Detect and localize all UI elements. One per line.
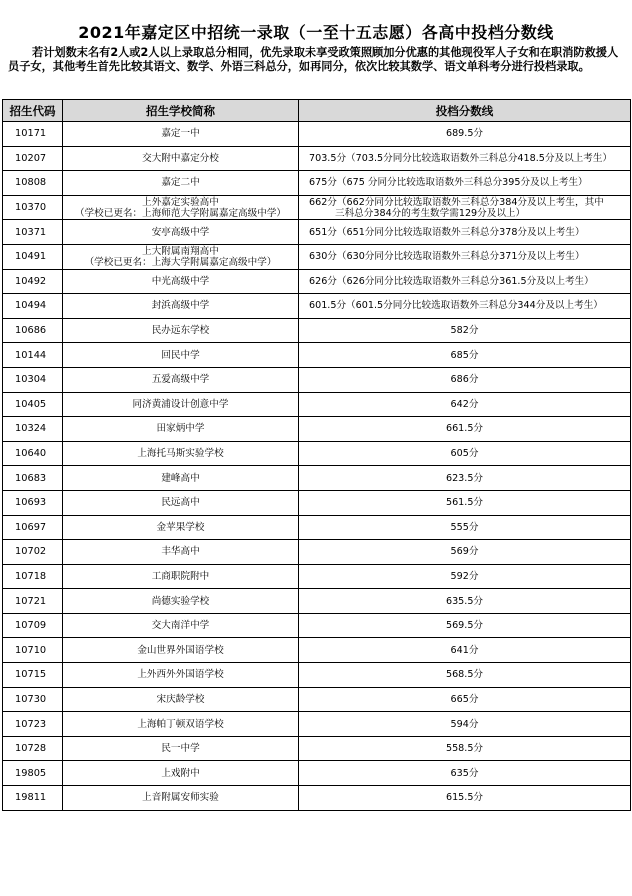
- cutoff-score: 561.5分: [445, 497, 484, 509]
- school-name: 封浜高级中学: [151, 300, 210, 312]
- table-row: [3, 589, 631, 614]
- school-name-cell: [63, 294, 299, 319]
- table-row: [3, 540, 631, 565]
- cutoff-score: 569分: [450, 546, 479, 558]
- school-name-cell: [63, 564, 299, 589]
- school-name: 上戏附中: [161, 767, 200, 779]
- school-name-cell: [63, 392, 299, 417]
- school-code: 10492: [3, 269, 63, 294]
- cutoff-score-cell: [299, 122, 631, 147]
- school-name-cell: [63, 540, 299, 565]
- school-code: 10715: [3, 663, 63, 688]
- cutoff-score-cell: [299, 687, 631, 712]
- school-name: 嘉定一中: [161, 128, 200, 140]
- cutoff-score: 675分（675 分同分比较选取语数外三科总分395分及以上考生）: [309, 177, 588, 189]
- school-name: 上外嘉定实验高中: [142, 196, 219, 208]
- cutoff-score-cell: [299, 663, 631, 688]
- table-row: [3, 638, 631, 663]
- cutoff-score-cell: [299, 515, 631, 540]
- cutoff-score-cell: [299, 589, 631, 614]
- school-name-cell: [63, 515, 299, 540]
- table-row: [3, 466, 631, 491]
- table-row: [3, 761, 631, 786]
- cutoff-score-cell: [299, 195, 631, 220]
- table-row: [3, 564, 631, 589]
- admission-note: 若计划数末名有2人或2人以上录取总分相同，优先录取未享受政策照顾加分优惠的其他现役军人子女和在职消防救援人员子女，其他考生首先比较其语文、数学、外语三科总分，如再同分，依次比较其数学、语文单科考分进行投档录取。: [8, 46, 619, 73]
- school-name: 田家炳中学: [156, 423, 205, 435]
- school-code: 10304: [3, 367, 63, 392]
- school-name-cell: [63, 441, 299, 466]
- school-rename-note: （学校已更名：上海大学附属嘉定高级中学）: [84, 256, 277, 268]
- cutoff-score: 630分（630分同分比较选取语数外三科总分371分及以上考生）: [309, 251, 585, 263]
- school-code: 10697: [3, 515, 63, 540]
- cutoff-score: 703.5分（703.5分同分比较选取语数外三科总分418.5分及以上考生）: [309, 152, 613, 164]
- school-code: 19805: [3, 761, 63, 786]
- school-code: 10683: [3, 466, 63, 491]
- table-row: [3, 122, 631, 147]
- school-code: 10207: [3, 146, 63, 171]
- table-header-row: [3, 100, 631, 122]
- school-name-cell: [63, 687, 299, 712]
- table-row: [3, 318, 631, 343]
- cutoff-score: 686分: [450, 374, 479, 386]
- school-name: 丰华高中: [161, 546, 200, 558]
- school-name-cell: [63, 318, 299, 343]
- school-name: 同济黄浦设计创意中学: [132, 398, 229, 410]
- school-code: 10721: [3, 589, 63, 614]
- school-code: 10709: [3, 613, 63, 638]
- cutoff-score-cell: [299, 294, 631, 319]
- school-name-cell: [63, 736, 299, 761]
- table-row: [3, 712, 631, 737]
- cutoff-score: 594分: [450, 718, 479, 730]
- table-row: [3, 663, 631, 688]
- table-row: [3, 269, 631, 294]
- school-name-cell: [63, 171, 299, 196]
- school-name: 回民中学: [161, 349, 200, 361]
- table-row: [3, 392, 631, 417]
- cutoff-score: 569.5分: [445, 620, 484, 632]
- school-name: 交大附中嘉定分校: [142, 152, 219, 164]
- school-name: 民办远东学校: [151, 325, 210, 337]
- cutoff-score-cell: [299, 220, 631, 245]
- table-row: [3, 490, 631, 515]
- school-name: 中光高级中学: [151, 275, 210, 287]
- cutoff-score-cell: [299, 343, 631, 368]
- school-name: 上外西外外国语学校: [137, 669, 224, 681]
- table-row: [3, 244, 631, 269]
- table-row: [3, 367, 631, 392]
- cutoff-score-note: 三科总分384分的考生数学需129分及以上）: [335, 207, 526, 219]
- cutoff-score: 642分: [450, 398, 479, 410]
- cutoff-score: 661.5分: [445, 423, 484, 435]
- school-code: 10723: [3, 712, 63, 737]
- cutoff-score: 568.5分: [445, 669, 484, 681]
- school-code: 10494: [3, 294, 63, 319]
- school-code: 10718: [3, 564, 63, 589]
- school-name: 五爱高级中学: [151, 374, 210, 386]
- cutoff-score-cell: [299, 761, 631, 786]
- school-name: 上大附属南翔高中: [142, 245, 219, 257]
- school-name-cell: [63, 122, 299, 147]
- cutoff-score: 605分: [450, 448, 479, 460]
- school-name: 民远高中: [161, 497, 200, 509]
- school-name: 金山世界外国语学校: [137, 644, 224, 656]
- header-school: 招生学校简称: [63, 100, 299, 122]
- school-name: 建峰高中: [161, 472, 200, 484]
- table-row: [3, 417, 631, 442]
- cutoff-score-cell: [299, 367, 631, 392]
- school-code: 10686: [3, 318, 63, 343]
- school-name-cell: [63, 712, 299, 737]
- table-row: [3, 171, 631, 196]
- cutoff-score-cell: [299, 712, 631, 737]
- school-name: 民一中学: [161, 743, 200, 755]
- school-name: 交大南洋中学: [151, 620, 210, 632]
- cutoff-score-cell: [299, 417, 631, 442]
- school-name-cell: [63, 466, 299, 491]
- school-name-cell: [63, 490, 299, 515]
- school-name: 尚德实验学校: [151, 595, 210, 607]
- cutoff-score-cell: [299, 490, 631, 515]
- cutoff-score: 641分: [450, 644, 479, 656]
- school-code: 10702: [3, 540, 63, 565]
- school-code: 10730: [3, 687, 63, 712]
- school-name-cell: [63, 343, 299, 368]
- school-name-cell: [63, 367, 299, 392]
- school-code: 10171: [3, 122, 63, 147]
- school-code: 10144: [3, 343, 63, 368]
- table-row: [3, 294, 631, 319]
- school-name-cell: [63, 417, 299, 442]
- school-code: 10491: [3, 244, 63, 269]
- cutoff-score: 623.5分: [445, 472, 484, 484]
- school-code: 19811: [3, 786, 63, 811]
- table-row: [3, 441, 631, 466]
- cutoff-score-cell: [299, 564, 631, 589]
- header-score: 投档分数线: [299, 100, 631, 122]
- cutoff-score-cell: [299, 392, 631, 417]
- cutoff-score-cell: [299, 244, 631, 269]
- cutoff-score-cell: [299, 736, 631, 761]
- school-name: 上海帕丁顿双语学校: [137, 718, 224, 730]
- cutoff-score: 555分: [450, 521, 479, 533]
- table-row: [3, 613, 631, 638]
- school-name: 工商职院附中: [151, 570, 210, 582]
- cutoff-score-cell: [299, 171, 631, 196]
- cutoff-score: 635分: [450, 767, 479, 779]
- school-code: 10324: [3, 417, 63, 442]
- cutoff-score: 601.5分（601.5分同分比较选取语数外三科总分344分及以上考生）: [309, 300, 603, 312]
- school-name-cell: [63, 786, 299, 811]
- school-code: 10710: [3, 638, 63, 663]
- cutoff-score-cell: [299, 540, 631, 565]
- cutoff-score: 626分（626分同分比较选取语数外三科总分361.5分及以上考生）: [309, 275, 594, 287]
- cutoff-score: 662分（662分同分比较选取语数外三科总分384分及以上考生，其中: [309, 196, 604, 208]
- school-name-cell: [63, 663, 299, 688]
- school-code: 10370: [3, 195, 63, 220]
- school-code: 10640: [3, 441, 63, 466]
- table-row: [3, 687, 631, 712]
- table-row: [3, 195, 631, 220]
- cutoff-score: 592分: [450, 570, 479, 582]
- header-code: 招生代码: [3, 100, 63, 122]
- cutoff-score: 689.5分: [445, 128, 484, 140]
- cutoff-score-cell: [299, 613, 631, 638]
- cutoff-score-cell: [299, 466, 631, 491]
- school-name-cell: [63, 269, 299, 294]
- school-name-cell: [63, 638, 299, 663]
- school-name: 金苹果学校: [156, 521, 205, 533]
- cutoff-score: 665分: [450, 693, 479, 705]
- cutoff-score: 685分: [450, 349, 479, 361]
- cutoff-score-cell: [299, 638, 631, 663]
- school-name-cell: [63, 589, 299, 614]
- school-name-cell: [63, 761, 299, 786]
- school-code: 10405: [3, 392, 63, 417]
- cutoff-score-cell: [299, 318, 631, 343]
- cutoff-score: 582分: [450, 325, 479, 337]
- school-name: 上音附属安师实验: [142, 792, 219, 804]
- school-code: 10371: [3, 220, 63, 245]
- table-row: [3, 220, 631, 245]
- cutoff-score-cell: [299, 786, 631, 811]
- school-rename-note: （学校已更名：上海师范大学附属嘉定高级中学）: [74, 207, 287, 219]
- cutoff-score-cell: [299, 441, 631, 466]
- cutoff-score: 558.5分: [445, 743, 484, 755]
- score-table: [2, 99, 631, 811]
- school-name-cell: [63, 613, 299, 638]
- school-name: 安亭高级中学: [151, 226, 210, 238]
- cutoff-score-cell: [299, 269, 631, 294]
- cutoff-score: 651分（651分同分比较选取语数外三科总分378分及以上考生）: [309, 226, 585, 238]
- school-code: 10728: [3, 736, 63, 761]
- school-name: 嘉定二中: [161, 177, 200, 189]
- school-name-cell: [63, 220, 299, 245]
- cutoff-score: 635.5分: [445, 595, 484, 607]
- school-name-cell: [63, 146, 299, 171]
- page-title: 2021年嘉定区中招统一录取（一至十五志愿）各高中投档分数线: [78, 23, 554, 42]
- school-name: 上海托马斯实验学校: [137, 448, 224, 460]
- school-name: 宋庆龄学校: [156, 693, 205, 705]
- cutoff-score: 615.5分: [445, 792, 484, 804]
- table-row: [3, 786, 631, 811]
- school-code: 10808: [3, 171, 63, 196]
- table-row: [3, 515, 631, 540]
- school-name-cell: [63, 195, 299, 220]
- cutoff-score-cell: [299, 146, 631, 171]
- table-row: [3, 343, 631, 368]
- school-name-cell: [63, 244, 299, 269]
- table-row: [3, 736, 631, 761]
- school-code: 10693: [3, 490, 63, 515]
- table-row: [3, 146, 631, 171]
